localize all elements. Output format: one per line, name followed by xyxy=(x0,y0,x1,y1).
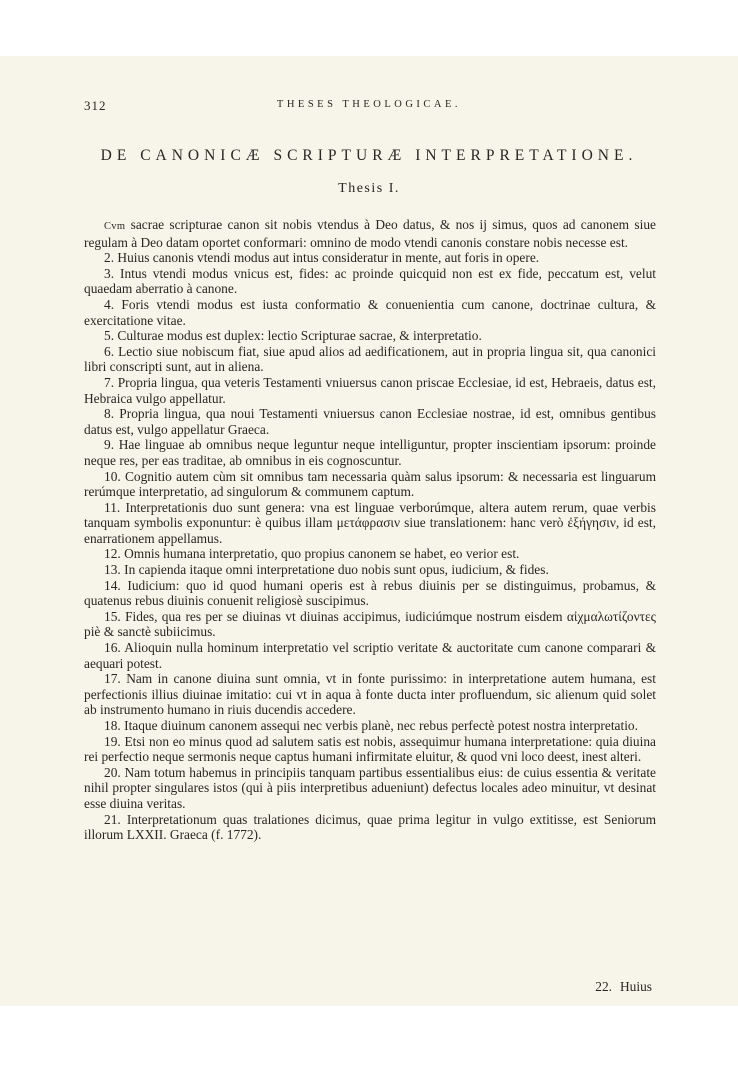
thesis-paragraph xyxy=(84,609,656,640)
thesis-paragraph xyxy=(84,718,656,734)
paragraph-number: 15. xyxy=(104,608,121,624)
thesis-paragraph xyxy=(84,344,656,375)
paragraph-text: Iudicium: quo id quod humani operis est à rebus diuinis per se distinguimus, probamus, & quatenus rebus diuinis conuenit religiosè suscipimus. xyxy=(84,577,656,609)
thesis-paragraph xyxy=(84,375,656,406)
paragraph-number: 14. xyxy=(104,577,121,593)
thesis-paragraph xyxy=(84,250,656,266)
thesis-paragraph xyxy=(84,297,656,328)
thesis-body xyxy=(84,217,656,843)
paragraph-number: 21. xyxy=(104,811,121,827)
paragraph-number: 16. xyxy=(104,640,121,656)
paragraph-text: Nam totum habemus in principiis tanquam partibus essentialibus eius: de cuius essentia & veritate nihil propter singulares istos (qui à piis interpretibus adueniunt) defectus locales adeo minuitur, vt desinat esse diuina veritas. xyxy=(84,764,656,811)
paragraph-text: Huius canonis vtendi modus aut intus consideratur in mente, aut foris in opere. xyxy=(117,250,540,266)
thesis-heading: Thesis I. xyxy=(338,181,400,196)
paragraph-text: Etsi non eo minus quod ad salutem satis est nobis, assequimur humana interpretatione: quia diuina rei perfectio neque sermonis neque captus humani infirmitate eluitur, & quod vni loco deest, inest alteri. xyxy=(84,733,656,765)
thesis-paragraph xyxy=(84,328,656,344)
paragraph-number: 11. xyxy=(104,499,121,515)
paragraph-number: 5. xyxy=(104,328,115,344)
thesis-paragraph xyxy=(84,562,656,578)
paragraph-number: 7. xyxy=(104,374,115,390)
paragraph-number: 8. xyxy=(104,406,115,422)
page-header xyxy=(84,98,654,118)
paragraph-text: Cognitio autem cùm sit omnibus tam necessaria quàm salus ipsorum: & necessaria est linguarum rerúmque interpretatio, ad singulorum & communem captum. xyxy=(84,468,656,500)
thesis-paragraph xyxy=(84,640,656,671)
paragraph-number: 6. xyxy=(104,343,115,359)
paragraph-number: 18. xyxy=(104,718,121,733)
paragraph-number: 12. xyxy=(104,546,121,562)
thesis-paragraph xyxy=(84,469,656,500)
thesis-paragraph xyxy=(84,217,656,250)
paragraph-number: 10. xyxy=(104,468,121,484)
paragraph-text: sacrae scripturae canon sit nobis vtendus à Deo datus, & nos ij simus, quos ad canonem siue regulam à Deo datam oportet conformari: omnino de modo vtendi canonis constare nobis necesse est. xyxy=(84,217,656,250)
paragraph-text: Alioquin nulla hominum interpretatio vel scriptio veritate & auctoritate cum canone comparari & aequari potest. xyxy=(84,640,656,671)
paragraph-text: Foris vtendi modus est iusta conformatio & conuenientia cum canone, doctrinae cultura, & exercitatione vitae. xyxy=(84,296,656,328)
paragraph-text: Fides, qua res per se diuinas vt diuinas accipimus, iudiciúmque nostrum eisdem αἰχμαλωτίζοντες piè & sanctè subiicimus. xyxy=(84,608,656,640)
catchword-word: Huius xyxy=(620,979,652,994)
paragraph-text: Nam in canone diuina sunt omnia, vt in fonte purissimo: in interpretatione autem humana, est perfectionis illius diuinae imitatio: cui vt in aqua à fonte ducta inter profluendum, sic alienum quid solet ab instrumento humano in riuis ducendis accedere. xyxy=(84,671,656,718)
running-title: THESES THEOLOGICAE. xyxy=(276,99,462,110)
paragraph-text: Omnis humana interpretatio, quo propius canonem se habet, eo verior est. xyxy=(124,546,520,562)
paragraph-text: Interpretationum quas tralationes dicimus, quae prima legitur in vulgo extitisse, est Seniorum illorum LXXII. Graeca (f. 1772). xyxy=(84,811,656,843)
paragraph-number: 20. xyxy=(104,764,121,780)
paragraph-text: Propria lingua, qua noui Testamenti vniuersus canon Ecclesiae nostrae, id est, omnibus gentibus datus est, vulgo appellatur Graeca. xyxy=(84,406,656,437)
thesis-paragraph xyxy=(84,437,656,468)
thesis-paragraph xyxy=(84,734,656,765)
catchword-number: 22. xyxy=(595,979,612,994)
paragraph-text: Culturae modus est duplex: lectio Scripturae sacrae, & interpretatio. xyxy=(117,328,482,344)
paragraph-text: In capienda itaque omni interpretatione duo nobis sunt opus, iudicium, & fides. xyxy=(124,562,549,578)
paragraph-number: 3. xyxy=(104,265,115,281)
paragraph-text: Propria lingua, qua veteris Testamenti vniuersus canon priscae Ecclesiae, id est, Hebraeis, datus est, Hebraica vulgo appellatur. xyxy=(84,374,656,406)
paragraph-number: 4. xyxy=(104,296,115,312)
paragraph-text: Interpretationis duo sunt genera: vna est linguae verborúmque, altera autem rerum, quae verbis tanquam symbolis exponuntur: è quibus illam μετάφρασιν siue translationem: hanc verò ἐξήγησιν, id est, enarrationem appellamus. xyxy=(84,499,656,546)
paragraph-text: Hae linguae ab omnibus neque leguntur neque intelliguntur, propter inscientiam ipsorum: proinde neque res, per eas traditae, ab omnibus in eis cognoscuntur. xyxy=(84,437,656,468)
paragraph-number: 13. xyxy=(104,562,121,578)
page-number: 312 xyxy=(84,98,107,113)
thesis-paragraph xyxy=(84,546,656,562)
catchword xyxy=(587,979,652,995)
paragraph-lead-word: Cvm xyxy=(104,221,126,232)
paragraph-text: Lectio siue nobiscum fiat, siue apud alios ad aedificationem, aut in propria lingua sit, qua canonici libri conscripti sunt, aut in aliena. xyxy=(84,343,656,375)
paragraph-number: 9. xyxy=(104,437,115,453)
thesis-paragraph xyxy=(84,406,656,437)
paragraph-text: Itaque diuinum canonem assequi nec verbis planè, nec rebus perfectè potest nostra interpretatio. xyxy=(124,718,638,733)
paragraph-text: Intus vtendi modus vnicus est, fides: ac proinde quicquid non est ex fide, peccatum est, velut quaedam aberratio à canone. xyxy=(84,265,656,297)
book-page xyxy=(0,56,738,1006)
thesis-paragraph xyxy=(84,812,656,843)
thesis-paragraph xyxy=(84,671,656,718)
paragraph-number: 2. xyxy=(104,250,115,266)
paragraph-number: 19. xyxy=(104,733,121,749)
thesis-paragraph xyxy=(84,765,656,812)
chapter-title: DE CANONICÆ SCRIPTURÆ INTERPRETATIONE. xyxy=(100,147,638,164)
thesis-paragraph xyxy=(84,500,656,547)
thesis-paragraph xyxy=(84,578,656,609)
thesis-paragraph xyxy=(84,266,656,297)
paragraph-number: 17. xyxy=(104,671,121,687)
